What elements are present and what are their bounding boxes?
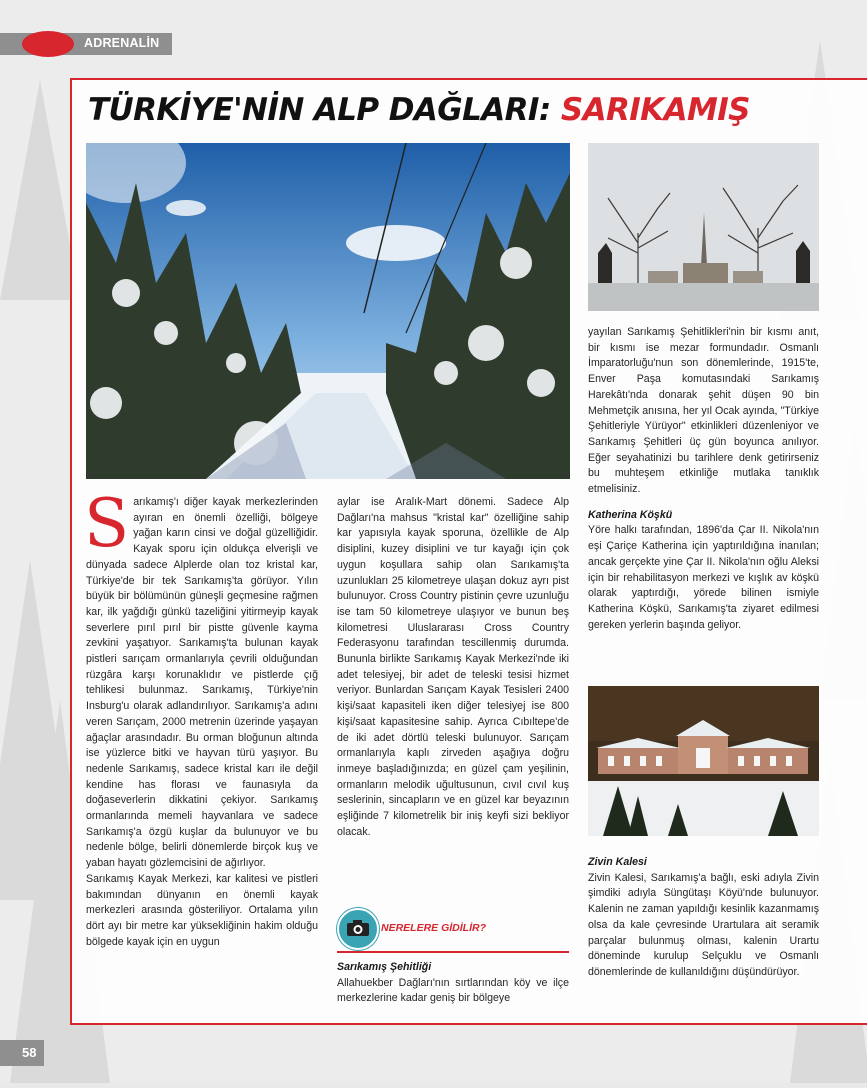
section-tab	[0, 33, 172, 55]
text-column-2	[337, 495, 569, 840]
box-rule	[337, 951, 569, 953]
paragraph: Yöre halkı tarafından, 1896'da Çar II. Nikola'nın eşi Çariçe Katherina için yaptırıldığına inanılan; ancak gerçekte yine Çar II. Nikola'nın oğlu Aleksi için bir rehabilitasyon merkezi ve kışlık av köşkü olarak yaptırdığı, yörede bilinen ismiyle Katherina Köşkü, Sarıkamış'ta ziyaret edilmesi gereken yerlerin başında geliyor.	[588, 524, 819, 631]
article-title	[88, 92, 750, 128]
camera-icon	[346, 919, 370, 937]
paragraph: yayılan Sarıkamış Şehitlikleri'nin bir kısmı anıt, bir kısmı ise mezar formundadır. Osmanlı İmparatorluğu'nun son dönemlerinde, 1915'te, Enver Paşa komutasındaki Sarıkamış Harekâtı'nda donarak şehit düşen 90 bin Mehmetçik anısına, her yıl Ocak ayında, "Türkiye Şehitleriyle Yürüyor" etkinlikleri düzenleniyor ve Sarıkamış Şehitleri üç gün boyunca anılıyor. Eğer seyahatinizi bu tarihlere denk getirirseniz bu muhteşem etkinliğe mutlaka tanıklık etmelisiniz.	[588, 326, 819, 496]
paragraph: Zivin Kalesi, Sarıkamış'a bağlı, eski adıyla Zivin şimdiki adıyla Süngütaşı Köyü'nde bulunuyor. Kalenin ne zaman yapıldığı kesinlik kazanmamış olsa da kale çevresinde Urartulara ait seramik parçalar bulunmuş olması, kalenin Urartu döneminde kurulup Selçuklu ve Osmanlı dönemlerinde de kullanıldığını düşündürüyor.	[588, 871, 819, 978]
subheading: Sarıkamış Şehitliği	[337, 961, 432, 973]
text-column-2-bottom	[337, 960, 569, 1007]
paragraph: Allahuekber Dağları'nın sırtlarından köy ve ilçe merkezlerine kadar geniş bir bölgeye	[337, 976, 569, 1005]
title-accent: SARIKAMIŞ	[560, 92, 750, 128]
where-to-go-box	[337, 908, 569, 956]
camera-icon-badge	[337, 908, 379, 950]
box-label: NERELERE GİDİLİR?	[381, 922, 487, 934]
martyrs-monument-photo	[588, 143, 819, 311]
section-label: ADRENALİN	[84, 36, 160, 50]
katherina-pavilion-photo	[588, 686, 819, 836]
ski-slope-photo	[86, 143, 570, 479]
title-main: TÜRKİYE'NİN ALP DAĞLARI:	[88, 92, 561, 128]
subheading: Zivin Kalesi	[588, 856, 647, 868]
section-oval-marker	[22, 31, 74, 57]
paragraph: aylar ise Aralık-Mart dönemi. Sadece Alp Dağları'na mahsus "kristal kar" özelliğine sahip kar yapısıyla kayak sporuna, özellikle de Alp disiplini, kuzey disiplini ve tur kayağı için çok uygun koşullara sahip olan Sarıkamış'ta uzunlukları 25 kilometreye ulaşan dokuz ayrı pist bulunuyor. Cross Country pistinin çevre uzunluğu ise tam 50 kilometreye ulaşıyor ve bunun beş kilometresi Uluslararası Cross Country Federasyonu tarafından tescillenmiş durumda. Bununla birlikte Sarıkamış Kayak Merkezi'nde iki adet telesiyej, bir adet de teleski tesisi hizmet veriyor. Bunlardan Sarıçam Kayak Tesisleri 2400 kişi/saat kapasiteli iken diğer telesiyej ise 800 kişi/saat kapasitesine sahip. Ayrıca Cıbıltepe'de de iki adet dörtlü teleski bulunuyor. Sarıçam ormanlarıyla kaplı zirveden aşağıya doğru inmeye başladığınızda; en güzel çam yeşilinin, ormanların melodik uğultusunun, cıvıl cıvıl kuş seslerinin, sincapların ve en güzel kar beyazının eşliğinde 7 kilometrelik bir iniş keyfi sizi bekliyor olacak.	[337, 496, 569, 838]
paragraph: arıkamış'ı diğer kayak merkezlerinden ayıran en önemli özelliği, bölgeye yağan karın cinsi ve doğal güzelliğidir. Kayak sporu için oldukça elverişli ve dünyada sadece Alplerde olan toz kristal kar, Türkiye'de bir tek Sarıkamış'ta görüyor. Yılın büyük bir bölümünün güneşli geçmesine rağmen kar, ilk yağdığı günkü tazeliğini yitirmeyip kayak severlere pırıl pırıl bir pistte güvenle kayma zevkini yaşatıyor. Sarıkamış'ta bulunan kayak pistleri sarıçam ormanlarıyla çevrili olduğundan rüzgâra karşı korunaklıdır ve pistlerde çığ tehlikesi bulunmaz. Sarıkamış, Türkiye'nin Insburg'u olarak adlandırılıyor. Sarıkamış'a adını veren Sarıçam, 2000 metrenin üzerinde yaşayan ağaçlar arasındadır. Bu orman bloğunun altında ise yüzlerce bitki ve hayvan türü yaşıyor. Bu nedenle Sarıkamış, sadece kristal karı ile değil kendine has florası ve faunasıyla da doğaseverlerin dikkatini çekiyor. Sarıkamış ormanlarında memeli hayvanlara ve sadece Sarıkamış'a özgü kuşlar da bulunuyor ve bu nedenle bölge, belirli dönemlerde birçok kuş ve yaban hayatı gözlemcisini de ağırlıyor.	[86, 496, 318, 870]
drop-cap: S	[84, 485, 130, 562]
paragraph: Sarıkamış Kayak Merkezi, kar kalitesi ve pistleri bakımından dünyanın en önemli kayak merkezleri arasında gösteriliyor. Ortalama yılın dört ayı bir metre kar yüksekliğinin hakim olduğu bölgede kayak için en uygun	[86, 872, 318, 948]
text-column-3	[588, 325, 819, 633]
text-column-1	[84, 485, 318, 950]
subheading: Katherina Köşkü	[588, 508, 673, 521]
page-number: 58	[0, 1040, 44, 1066]
text-column-3-bottom	[588, 855, 819, 981]
